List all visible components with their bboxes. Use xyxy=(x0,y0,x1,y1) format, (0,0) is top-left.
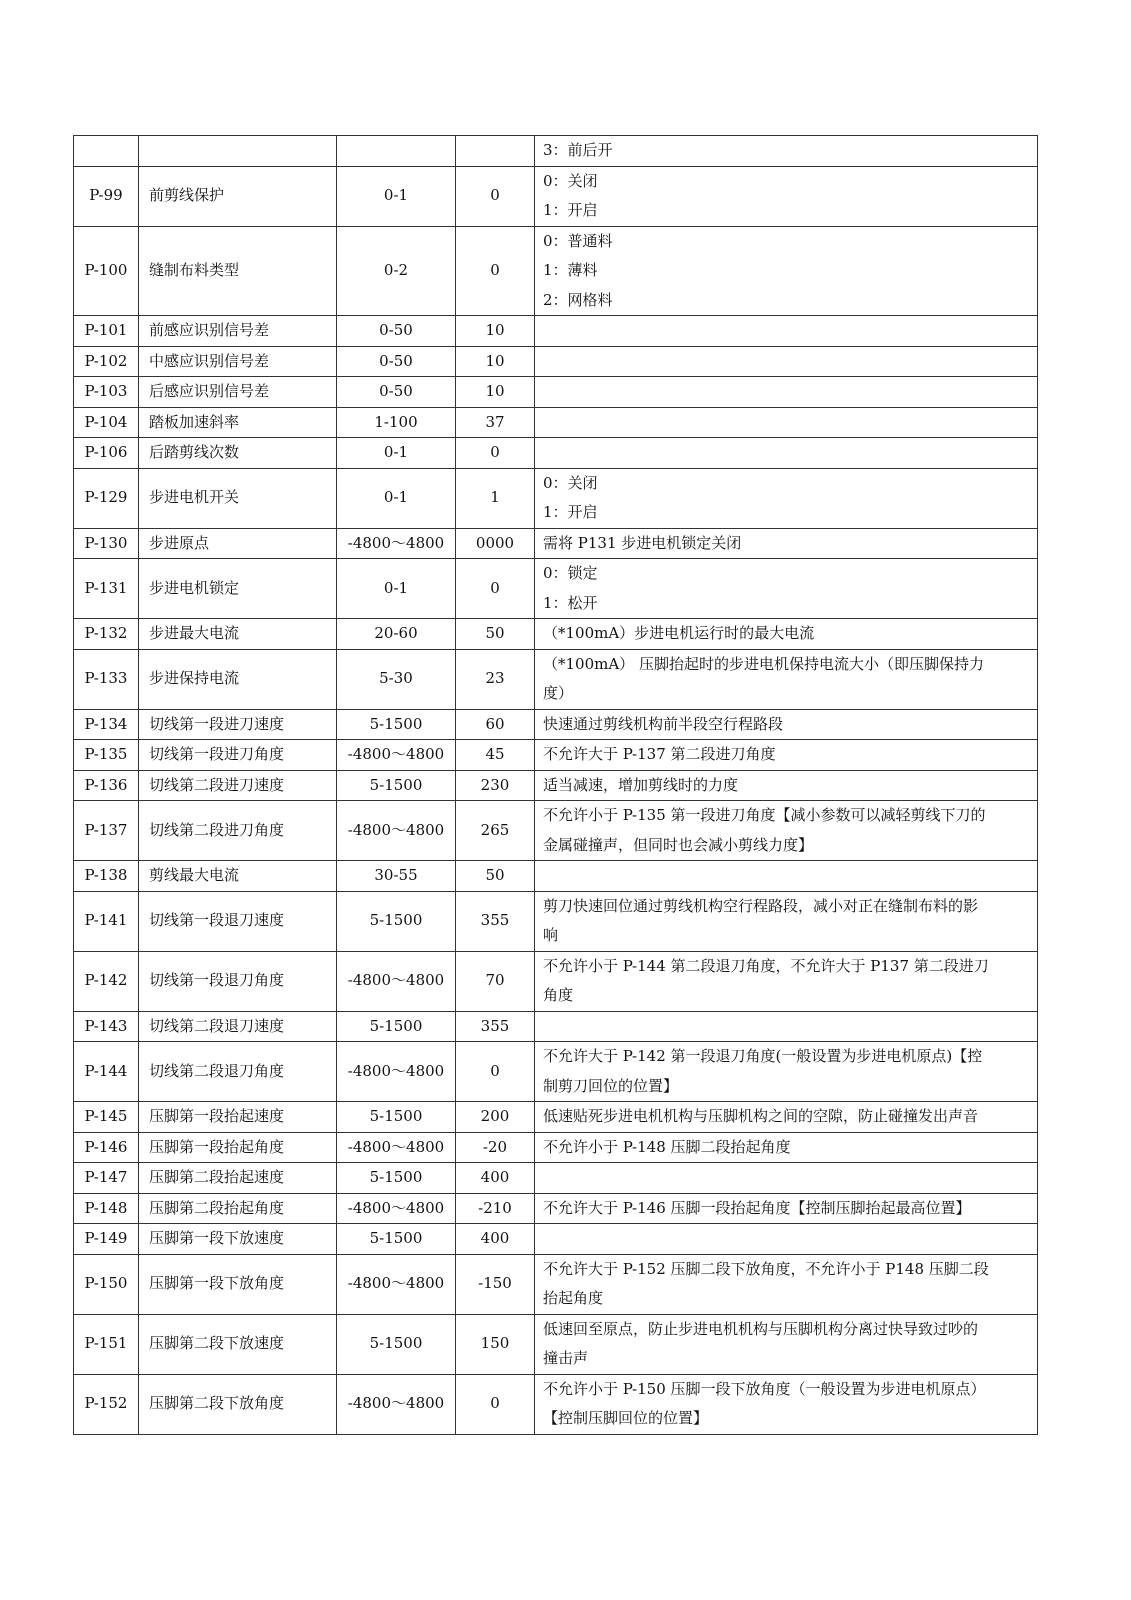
param-default-cell: 10 xyxy=(456,346,535,377)
param-code-cell: P-151 xyxy=(74,1314,139,1374)
param-note-line: 适当减速，增加剪线时的力度 xyxy=(543,775,739,794)
param-name-cell: 切线第一段退刀速度 xyxy=(139,891,337,951)
param-note-line: 制剪刀回位的位置】 xyxy=(543,1076,679,1095)
param-range-cell: -4800～4800 xyxy=(337,1193,456,1224)
param-name-cell: 步进电机开关 xyxy=(139,468,337,528)
param-note-cell xyxy=(535,1314,1038,1374)
param-code-cell: P-131 xyxy=(74,559,139,619)
param-note-line: 撞击声 xyxy=(543,1349,589,1367)
param-note-cell xyxy=(535,407,1038,438)
param-note-line: （*100mA）步进电机运行时的最大电流 xyxy=(543,624,815,642)
param-note-cell xyxy=(535,136,1038,167)
param-name-cell: 切线第一段进刀角度 xyxy=(139,740,337,771)
table-row xyxy=(74,709,1038,740)
param-name-cell: 压脚第二段抬起角度 xyxy=(139,1193,337,1224)
param-range-cell: 20-60 xyxy=(337,619,456,650)
param-note-cell xyxy=(535,709,1038,740)
param-name-cell: 切线第二段进刀角度 xyxy=(139,801,337,861)
param-default-cell: -20 xyxy=(456,1132,535,1163)
param-note-cell xyxy=(535,951,1038,1011)
param-name-cell: 后感应识别信号差 xyxy=(139,377,337,408)
param-code-cell: P-137 xyxy=(74,801,139,861)
param-note-line: 抬起角度 xyxy=(543,1289,604,1307)
param-note-cell xyxy=(535,377,1038,408)
param-note-line: 需将 P131 步进电机锁定关闭 xyxy=(543,533,742,552)
param-code-cell: P-106 xyxy=(74,438,139,469)
param-range-cell: 0-50 xyxy=(337,377,456,408)
param-default-cell: 60 xyxy=(456,709,535,740)
param-name-cell: 切线第一段进刀速度 xyxy=(139,709,337,740)
param-range-cell: -4800～4800 xyxy=(337,801,456,861)
param-name-cell: 压脚第一段抬起速度 xyxy=(139,1102,337,1133)
param-default-cell: 23 xyxy=(456,649,535,709)
param-range-cell: 5-1500 xyxy=(337,1163,456,1194)
param-code-cell: P-150 xyxy=(74,1254,139,1314)
param-range-cell: -4800～4800 xyxy=(337,951,456,1011)
param-note-line: 3：前后开 xyxy=(543,141,613,159)
param-note-cell xyxy=(535,1374,1038,1434)
param-code-cell: P-104 xyxy=(74,407,139,438)
table-row xyxy=(74,226,1038,316)
table-row xyxy=(74,468,1038,528)
param-note-line: 不允许小于 P-148 压脚二段抬起角度 xyxy=(543,1137,791,1156)
param-name-cell: 前剪线保护 xyxy=(139,166,337,226)
param-code-cell: P-99 xyxy=(74,166,139,226)
param-note-line: 角度 xyxy=(543,986,574,1004)
param-note-line: 1：开启 xyxy=(543,503,598,521)
table-row xyxy=(74,1102,1038,1133)
param-note-line: 0：普通料 xyxy=(543,231,613,250)
param-note-cell xyxy=(535,468,1038,528)
param-code-cell: P-142 xyxy=(74,951,139,1011)
param-code-cell: P-145 xyxy=(74,1102,139,1133)
param-default-cell: 50 xyxy=(456,619,535,650)
param-name-cell: 切线第二段进刀速度 xyxy=(139,770,337,801)
param-note-cell xyxy=(535,316,1038,347)
param-range-cell: 5-1500 xyxy=(337,1102,456,1133)
param-note-line: 0：关闭 xyxy=(543,171,598,190)
table-row xyxy=(74,891,1038,951)
param-note-line: 快速通过剪线机构前半段空行程路段 xyxy=(543,714,784,733)
param-default-cell: 150 xyxy=(456,1314,535,1374)
param-code-cell: P-101 xyxy=(74,316,139,347)
param-code-cell: P-102 xyxy=(74,346,139,377)
param-note-line: 【控制压脚回位的位置】 xyxy=(543,1409,709,1427)
param-default-cell: 265 xyxy=(456,801,535,861)
param-default-cell: 10 xyxy=(456,377,535,408)
param-default-cell: 355 xyxy=(456,891,535,951)
param-note-cell xyxy=(535,1193,1038,1224)
param-range-cell: 5-1500 xyxy=(337,1314,456,1374)
param-code-cell: P-152 xyxy=(74,1374,139,1434)
param-name-cell: 压脚第二段抬起速度 xyxy=(139,1163,337,1194)
param-range-cell: 5-1500 xyxy=(337,1224,456,1255)
param-note-line: 不允许小于 P-144 第二段退刀角度，不允许大于 P137 第二段进刀 xyxy=(543,956,989,975)
param-note-cell xyxy=(535,740,1038,771)
param-note-line: 0：锁定 xyxy=(543,564,598,582)
table-row xyxy=(74,559,1038,619)
table-row xyxy=(74,438,1038,469)
param-range-cell: -4800～4800 xyxy=(337,1132,456,1163)
table-row xyxy=(74,770,1038,801)
param-note-line: 不允许小于 P-135 第一段进刀角度【减小参数可以减轻剪线下刀的 xyxy=(543,806,986,824)
param-default-cell: 400 xyxy=(456,1163,535,1194)
table-row xyxy=(74,136,1038,167)
param-range-cell: -4800～4800 xyxy=(337,528,456,559)
param-default-cell: 45 xyxy=(456,740,535,771)
param-code-cell: P-146 xyxy=(74,1132,139,1163)
param-note-line: （*100mA） 压脚抬起时的步进电机保持电流大小（即压脚保持力 xyxy=(543,654,984,673)
param-name-cell: 步进原点 xyxy=(139,528,337,559)
param-default-cell: 50 xyxy=(456,861,535,892)
param-default-cell: 70 xyxy=(456,951,535,1011)
param-note-line: 不允许大于 P-137 第二段进刀角度 xyxy=(543,745,776,763)
param-note-cell xyxy=(535,861,1038,892)
param-code-cell: P-138 xyxy=(74,861,139,892)
param-code-cell: P-136 xyxy=(74,770,139,801)
table-row xyxy=(74,861,1038,892)
table-row xyxy=(74,1042,1038,1102)
param-note-cell xyxy=(535,891,1038,951)
param-name-cell: 切线第一段退刀角度 xyxy=(139,951,337,1011)
param-default-cell: 0 xyxy=(456,438,535,469)
parameter-table-body xyxy=(74,136,1038,1435)
param-code-cell: P-141 xyxy=(74,891,139,951)
table-row xyxy=(74,1011,1038,1042)
param-code-cell: P-147 xyxy=(74,1163,139,1194)
param-range-cell: -4800～4800 xyxy=(337,1042,456,1102)
param-note-line: 不允许大于 P-142 第一段退刀角度(一般设置为步进电机原点)【控 xyxy=(543,1047,983,1065)
table-row xyxy=(74,619,1038,650)
param-note-line: 1：薄料 xyxy=(543,261,598,279)
param-name-cell: 步进电机锁定 xyxy=(139,559,337,619)
param-code-cell: P-148 xyxy=(74,1193,139,1224)
param-note-line: 响 xyxy=(543,926,559,944)
param-default-cell: 0 xyxy=(456,1374,535,1434)
param-name-cell: 压脚第二段下放角度 xyxy=(139,1374,337,1434)
param-code-cell: P-132 xyxy=(74,619,139,650)
param-note-cell xyxy=(535,226,1038,316)
param-default-cell: 200 xyxy=(456,1102,535,1133)
param-default-cell: 0 xyxy=(456,1042,535,1102)
param-name-cell xyxy=(139,136,337,167)
param-name-cell: 步进最大电流 xyxy=(139,619,337,650)
param-note-line: 1：开启 xyxy=(543,201,598,219)
param-code-cell: P-103 xyxy=(74,377,139,408)
param-note-line: 不允许大于 P-152 压脚二段下放角度，不允许小于 P148 压脚二段 xyxy=(543,1259,989,1278)
table-row xyxy=(74,1374,1038,1434)
table-row xyxy=(74,1224,1038,1255)
param-note-cell xyxy=(535,801,1038,861)
table-row xyxy=(74,1314,1038,1374)
param-name-cell: 中感应识别信号差 xyxy=(139,346,337,377)
table-row xyxy=(74,528,1038,559)
param-code-cell: P-134 xyxy=(74,709,139,740)
param-note-line: 0：关闭 xyxy=(543,473,598,492)
table-row xyxy=(74,1193,1038,1224)
table-row xyxy=(74,346,1038,377)
param-name-cell: 压脚第一段下放速度 xyxy=(139,1224,337,1255)
table-row xyxy=(74,407,1038,438)
param-range-cell: 5-1500 xyxy=(337,891,456,951)
param-name-cell: 剪线最大电流 xyxy=(139,861,337,892)
param-note-cell xyxy=(535,1132,1038,1163)
param-note-cell xyxy=(535,559,1038,619)
param-default-cell: 37 xyxy=(456,407,535,438)
param-range-cell: 5-30 xyxy=(337,649,456,709)
param-range-cell: 5-1500 xyxy=(337,709,456,740)
param-note-cell xyxy=(535,1224,1038,1255)
table-row xyxy=(74,316,1038,347)
table-row xyxy=(74,951,1038,1011)
param-note-line: 金属碰撞声，但同时也会减小剪线力度】 xyxy=(543,835,814,854)
param-default-cell: -210 xyxy=(456,1193,535,1224)
param-default-cell: 1 xyxy=(456,468,535,528)
table-row xyxy=(74,649,1038,709)
param-default-cell: -150 xyxy=(456,1254,535,1314)
param-default-cell: 0 xyxy=(456,559,535,619)
param-code-cell: P-129 xyxy=(74,468,139,528)
param-note-line: 2：网格料 xyxy=(543,290,613,309)
param-range-cell: 0-1 xyxy=(337,438,456,469)
param-range-cell: 0-50 xyxy=(337,316,456,347)
param-range-cell: -4800～4800 xyxy=(337,1254,456,1314)
table-row xyxy=(74,1254,1038,1314)
param-default-cell: 0 xyxy=(456,166,535,226)
param-note-cell xyxy=(535,1011,1038,1042)
param-default-cell: 0000 xyxy=(456,528,535,559)
param-name-cell: 踏板加速斜率 xyxy=(139,407,337,438)
param-name-cell: 切线第二段退刀速度 xyxy=(139,1011,337,1042)
param-note-line: 剪刀快速回位通过剪线机构空行程路段，减小对正在缝制布料的影 xyxy=(543,896,979,915)
param-note-cell xyxy=(535,619,1038,650)
param-range-cell: 1-100 xyxy=(337,407,456,438)
param-note-line: 度） xyxy=(543,684,574,702)
param-code-cell: P-135 xyxy=(74,740,139,771)
param-default-cell: 10 xyxy=(456,316,535,347)
param-range-cell: 0-50 xyxy=(337,346,456,377)
param-note-line: 1：松开 xyxy=(543,593,598,612)
param-code-cell: P-133 xyxy=(74,649,139,709)
param-range-cell: 0-2 xyxy=(337,226,456,316)
param-note-cell xyxy=(535,649,1038,709)
param-name-cell: 切线第二段退刀角度 xyxy=(139,1042,337,1102)
parameter-table xyxy=(73,135,1038,1435)
param-code-cell: P-100 xyxy=(74,226,139,316)
param-range-cell: 0-1 xyxy=(337,559,456,619)
param-note-cell xyxy=(535,1254,1038,1314)
param-note-cell xyxy=(535,438,1038,469)
param-name-cell: 压脚第二段下放速度 xyxy=(139,1314,337,1374)
param-name-cell: 前感应识别信号差 xyxy=(139,316,337,347)
param-name-cell: 缝制布料类型 xyxy=(139,226,337,316)
param-note-cell xyxy=(535,770,1038,801)
param-range-cell: 0-1 xyxy=(337,468,456,528)
param-default-cell: 0 xyxy=(456,226,535,316)
param-default-cell: 400 xyxy=(456,1224,535,1255)
param-note-line: 低速回至原点，防止步进电机机构与压脚机构分离过快导致过吵的 xyxy=(543,1319,979,1338)
param-default-cell: 355 xyxy=(456,1011,535,1042)
param-code-cell xyxy=(74,136,139,167)
param-range-cell: 30-55 xyxy=(337,861,456,892)
param-note-cell xyxy=(535,1102,1038,1133)
param-note-line: 不允许大于 P-146 压脚一段抬起角度【控制压脚抬起最高位置】 xyxy=(543,1198,971,1217)
param-code-cell: P-143 xyxy=(74,1011,139,1042)
param-name-cell: 步进保持电流 xyxy=(139,649,337,709)
param-name-cell: 后踏剪线次数 xyxy=(139,438,337,469)
param-code-cell: P-149 xyxy=(74,1224,139,1255)
table-row xyxy=(74,377,1038,408)
param-range-cell: -4800～4800 xyxy=(337,1374,456,1434)
param-name-cell: 压脚第一段抬起角度 xyxy=(139,1132,337,1163)
param-default-cell: 230 xyxy=(456,770,535,801)
table-row xyxy=(74,740,1038,771)
param-note-cell xyxy=(535,528,1038,559)
param-note-cell xyxy=(535,166,1038,226)
param-note-line: 低速贴死步进电机机构与压脚机构之间的空隙，防止碰撞发出声音 xyxy=(543,1107,979,1125)
param-range-cell: 0-1 xyxy=(337,166,456,226)
param-range-cell: 5-1500 xyxy=(337,1011,456,1042)
param-code-cell: P-130 xyxy=(74,528,139,559)
param-note-cell xyxy=(535,1042,1038,1102)
table-row xyxy=(74,801,1038,861)
param-name-cell: 压脚第一段下放角度 xyxy=(139,1254,337,1314)
table-row xyxy=(74,1132,1038,1163)
param-range-cell: -4800～4800 xyxy=(337,740,456,771)
param-note-cell xyxy=(535,346,1038,377)
param-default-cell xyxy=(456,136,535,167)
table-row xyxy=(74,1163,1038,1194)
table-row xyxy=(74,166,1038,226)
param-range-cell xyxy=(337,136,456,167)
param-note-line: 不允许小于 P-150 压脚一段下放角度（一般设置为步进电机原点） xyxy=(543,1379,986,1398)
param-code-cell: P-144 xyxy=(74,1042,139,1102)
param-note-cell xyxy=(535,1163,1038,1194)
param-range-cell: 5-1500 xyxy=(337,770,456,801)
